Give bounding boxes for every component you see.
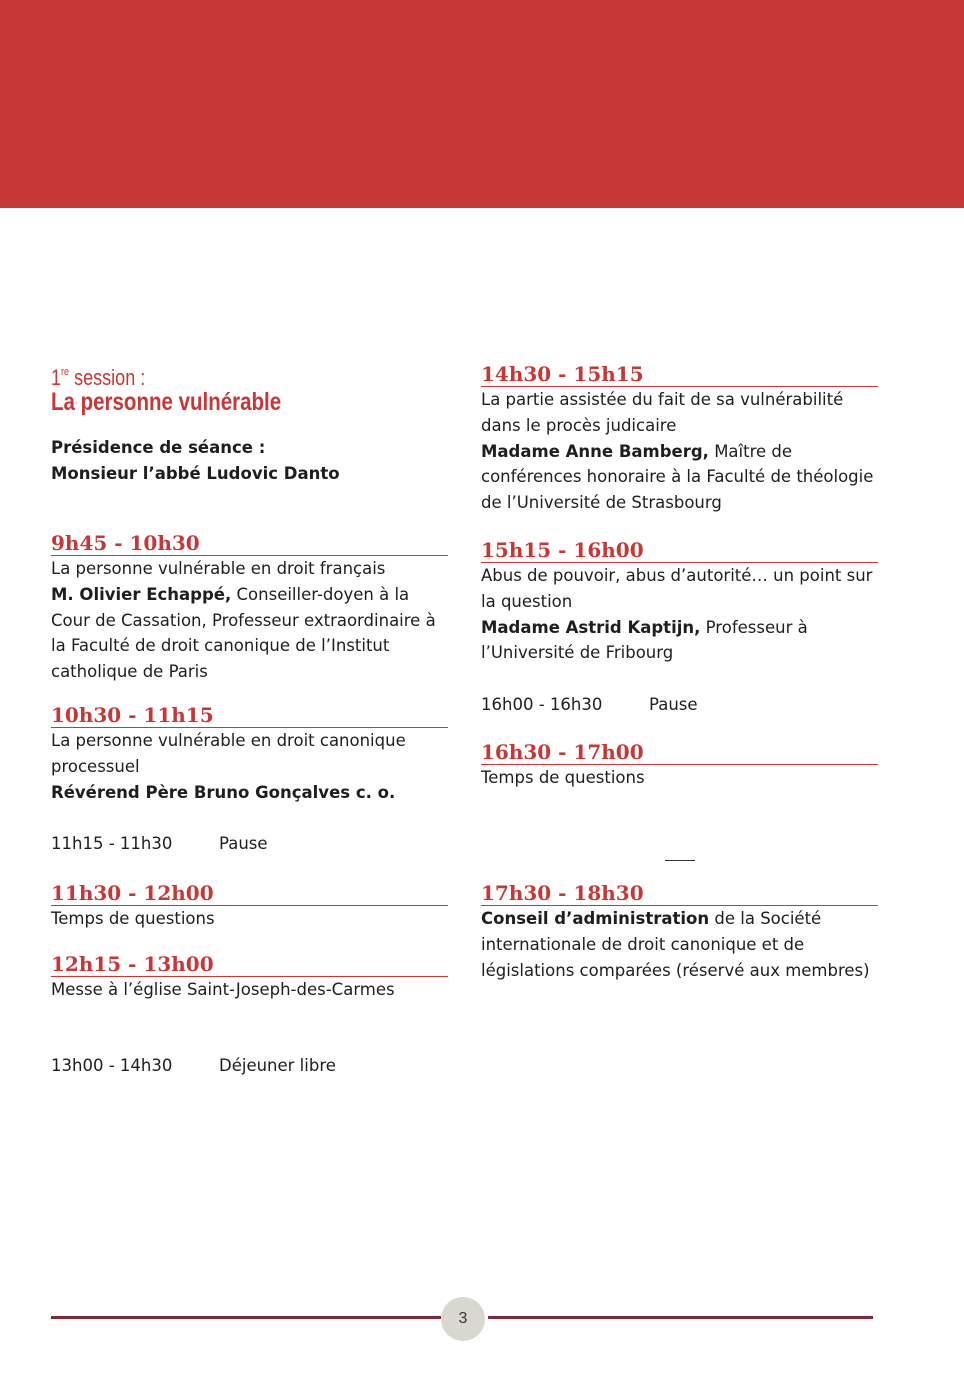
session-title: La personne vulnérable — [51, 388, 282, 416]
break-row — [481, 692, 878, 718]
page-number-badge: 3 — [441, 1297, 485, 1341]
slot-body — [51, 556, 448, 685]
schedule-slot — [481, 362, 878, 516]
slot-speaker: Révérend Père Bruno Gonçalves c. o. — [51, 782, 396, 802]
slot-time: 14h30 - 15h15 — [481, 362, 878, 387]
footer-rule-right — [488, 1316, 873, 1319]
break-label: Déjeuner libre — [219, 1055, 336, 1075]
schedule-slot — [51, 531, 448, 685]
slot-speaker-line — [481, 439, 878, 516]
slot-speaker-detail: Professeur à l’Université de Fribourg — [481, 617, 808, 663]
slot-body — [481, 387, 878, 516]
schedule-slot — [51, 952, 448, 1003]
slot-speaker: Madame Anne Bamberg, — [481, 441, 709, 461]
schedule-slot — [481, 538, 878, 666]
header-banner — [0, 0, 964, 208]
session-number — [51, 360, 377, 390]
slot-speaker-line — [51, 780, 448, 806]
slot-time: 16h30 - 17h00 — [481, 740, 878, 765]
slot-time: 10h30 - 11h15 — [51, 703, 448, 728]
schedule-slot — [481, 881, 878, 983]
slot-topic: Temps de questions — [481, 768, 645, 788]
slot-body — [481, 906, 878, 983]
slot-topic: La personne vulnérable en droit canonique processuel — [51, 730, 406, 776]
slot-speaker-line — [481, 615, 878, 667]
session-number-suffix: re — [61, 366, 70, 378]
slot-speaker-detail: Maître de conférences honoraire à la Faculté de théologie de l’Université de Strasbourg — [481, 441, 874, 513]
footer-rule-left — [51, 1316, 441, 1319]
slot-body — [481, 563, 878, 666]
right-column — [481, 362, 878, 983]
separator-dash — [481, 849, 878, 867]
slot-body — [51, 728, 448, 805]
slot-time: 11h30 - 12h00 — [51, 881, 448, 906]
slot-speaker-line — [481, 906, 878, 983]
slot-topic: Messe à l’église Saint-Joseph-des-Carmes — [51, 980, 395, 1000]
session-number-value: 1 — [51, 365, 62, 390]
slot-speaker: M. Olivier Echappé, — [51, 584, 232, 604]
slot-topic: La partie assistée du fait de sa vulnérabilité dans le procès judicaire — [481, 390, 844, 435]
slot-time: 9h45 - 10h30 — [51, 531, 448, 556]
break-label: Pause — [219, 834, 268, 854]
schedule-slot — [51, 703, 448, 805]
slot-topic: Temps de questions — [51, 909, 215, 929]
presidence-name: Monsieur l’abbé Ludovic Danto — [51, 464, 340, 483]
slot-speaker: Madame Astrid Kaptijn, — [481, 617, 701, 637]
session-label: session : — [69, 365, 146, 390]
slot-speaker-detail: de la Société internationale de droit canonique et de législations comparées (réservé aux membres) — [481, 908, 870, 980]
separator-line — [665, 860, 695, 861]
slot-time: 17h30 - 18h30 — [481, 881, 878, 906]
schedule-slot — [51, 881, 448, 932]
session-heading — [51, 360, 448, 415]
slot-speaker-detail: Conseiller-doyen à la Cour de Cassation, Professeur extraordinaire à la Faculté de droit canonique de l’Institut catholique de Paris — [51, 584, 436, 682]
break-time: 11h15 - 11h30 — [51, 834, 173, 854]
slot-time: 15h15 - 16h00 — [481, 538, 878, 563]
break-time: 16h00 - 16h30 — [481, 695, 603, 715]
break-row — [51, 1053, 448, 1079]
schedule-slot — [481, 740, 878, 791]
presidence-label: Présidence de séance : — [51, 438, 266, 457]
slot-speaker: Conseil d’administration — [481, 908, 710, 928]
slot-topic: Abus de pouvoir, abus d’autorité… un point sur la question — [481, 565, 873, 611]
break-time: 13h00 - 14h30 — [51, 1055, 173, 1075]
presidence-block — [51, 435, 448, 487]
break-label: Pause — [649, 695, 698, 715]
slot-topic: La personne vulnérable en droit français — [51, 559, 386, 578]
left-column — [51, 360, 448, 1079]
slot-speaker-line — [51, 582, 448, 685]
break-row — [51, 831, 448, 857]
slot-time: 12h15 - 13h00 — [51, 952, 448, 977]
